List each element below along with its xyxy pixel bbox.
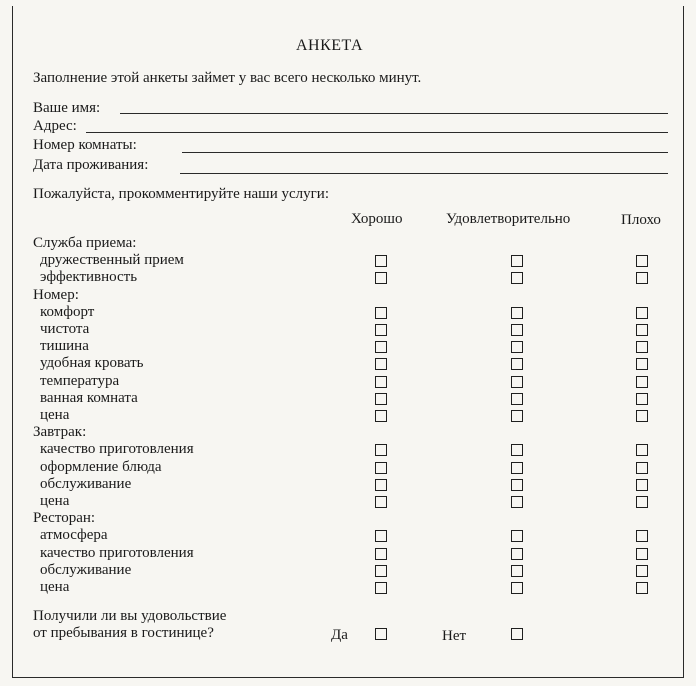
rating-item-label: атмосфера <box>40 527 108 544</box>
checkbox-poor[interactable] <box>636 341 648 353</box>
no-label: Нет <box>442 628 467 644</box>
rating-item-label: качество приготовления <box>40 544 194 561</box>
checkbox-good[interactable] <box>375 462 387 474</box>
section-title: Ресторан: <box>33 510 96 527</box>
checkbox-satisfactory[interactable] <box>511 393 523 405</box>
checkbox-poor[interactable] <box>636 272 648 284</box>
checkbox-poor[interactable] <box>636 496 648 508</box>
checkbox-poor[interactable] <box>636 410 648 422</box>
rating-item-label: тишина <box>40 338 89 355</box>
section-title: Завтрак: <box>33 424 87 441</box>
checkbox-good[interactable] <box>375 358 387 370</box>
checkbox-good[interactable] <box>375 376 387 388</box>
room-number-label: Номер комнаты: <box>33 137 137 153</box>
checkbox-poor[interactable] <box>636 565 648 577</box>
checkbox-poor[interactable] <box>636 307 648 319</box>
checkbox-satisfactory[interactable] <box>511 444 523 456</box>
checkbox-good[interactable] <box>375 496 387 508</box>
checkbox-good[interactable] <box>375 255 387 267</box>
checkbox-poor[interactable] <box>636 358 648 370</box>
section-title: Служба приема: <box>33 235 137 251</box>
final-question-line2: от пребывания в гостинице? <box>33 625 214 641</box>
checkbox-satisfactory[interactable] <box>511 324 523 336</box>
checkbox-poor[interactable] <box>636 582 648 594</box>
checkbox-good[interactable] <box>375 393 387 405</box>
checkbox-poor[interactable] <box>636 548 648 560</box>
rating-item-label: эффективность <box>40 269 138 286</box>
rating-header-poor: Плохо <box>621 212 661 228</box>
rating-header-satisfactory: Удовлетворительно <box>446 211 571 227</box>
checkbox-satisfactory[interactable] <box>511 565 523 577</box>
checkbox-poor[interactable] <box>636 255 648 267</box>
checkbox-good[interactable] <box>375 479 387 491</box>
rating-item-label: комфорт <box>40 303 95 320</box>
checkbox-satisfactory[interactable] <box>511 462 523 474</box>
final-question-line1: Получили ли вы удовольствие <box>33 608 227 624</box>
rating-item-label: удобная кровать <box>40 355 144 372</box>
checkbox-good[interactable] <box>375 272 387 284</box>
checkbox-satisfactory[interactable] <box>511 358 523 370</box>
checkbox-good[interactable] <box>375 410 387 422</box>
rating-item-label: ванная комната <box>40 389 138 406</box>
section-title: Номер: <box>33 286 79 303</box>
stay-date-field[interactable] <box>180 173 668 174</box>
checkbox-satisfactory[interactable] <box>511 272 523 284</box>
checkbox-satisfactory[interactable] <box>511 496 523 508</box>
rating-item-label: цена <box>40 579 70 595</box>
checkbox-poor[interactable] <box>636 479 648 491</box>
checkbox-satisfactory[interactable] <box>511 341 523 353</box>
no-checkbox[interactable] <box>511 628 523 640</box>
stay-date-label: Дата проживания: <box>33 157 149 173</box>
address-label: Адрес: <box>33 118 77 134</box>
rating-item-label: обслуживание <box>40 475 132 492</box>
rating-item-label: дружественный прием <box>40 252 184 269</box>
room-number-field[interactable] <box>182 152 668 153</box>
checkbox-satisfactory[interactable] <box>511 307 523 319</box>
checkbox-satisfactory[interactable] <box>511 410 523 422</box>
name-label: Ваше имя: <box>33 100 101 116</box>
name-field[interactable] <box>120 113 668 114</box>
checkbox-satisfactory[interactable] <box>511 479 523 491</box>
checkbox-satisfactory[interactable] <box>511 582 523 594</box>
rating-item-label: чистота <box>40 321 90 337</box>
checkbox-good[interactable] <box>375 307 387 319</box>
checkbox-poor[interactable] <box>636 324 648 336</box>
checkbox-good[interactable] <box>375 324 387 336</box>
checkbox-satisfactory[interactable] <box>511 548 523 560</box>
yes-label: Да <box>331 627 348 643</box>
page-title: АНКЕТА <box>296 37 364 54</box>
checkbox-good[interactable] <box>375 444 387 456</box>
checkbox-satisfactory[interactable] <box>511 255 523 267</box>
intro-text: Заполнение этой анкеты займет у вас всего несколько минут. <box>33 70 422 86</box>
checkbox-poor[interactable] <box>636 462 648 474</box>
checkbox-satisfactory[interactable] <box>511 376 523 388</box>
checkbox-poor[interactable] <box>636 393 648 405</box>
checkbox-poor[interactable] <box>636 376 648 388</box>
rating-item-label: цена <box>40 493 70 509</box>
checkbox-good[interactable] <box>375 548 387 560</box>
rating-item-label: качество приготовления <box>40 441 194 458</box>
rating-item-label: оформление блюда <box>40 458 162 475</box>
services-prompt: Пожалуйста, прокомментируйте наши услуги: <box>33 186 329 202</box>
rating-item-label: цена <box>40 407 70 423</box>
checkbox-good[interactable] <box>375 530 387 542</box>
address-field[interactable] <box>86 132 668 133</box>
rating-item-label: обслуживание <box>40 561 132 578</box>
checkbox-satisfactory[interactable] <box>511 530 523 542</box>
checkbox-poor[interactable] <box>636 444 648 456</box>
checkbox-poor[interactable] <box>636 530 648 542</box>
rating-item-label: температура <box>40 372 120 389</box>
yes-checkbox[interactable] <box>375 628 387 640</box>
checkbox-good[interactable] <box>375 341 387 353</box>
rating-header-good: Хорошо <box>351 211 403 227</box>
checkbox-good[interactable] <box>375 565 387 577</box>
checkbox-good[interactable] <box>375 582 387 594</box>
